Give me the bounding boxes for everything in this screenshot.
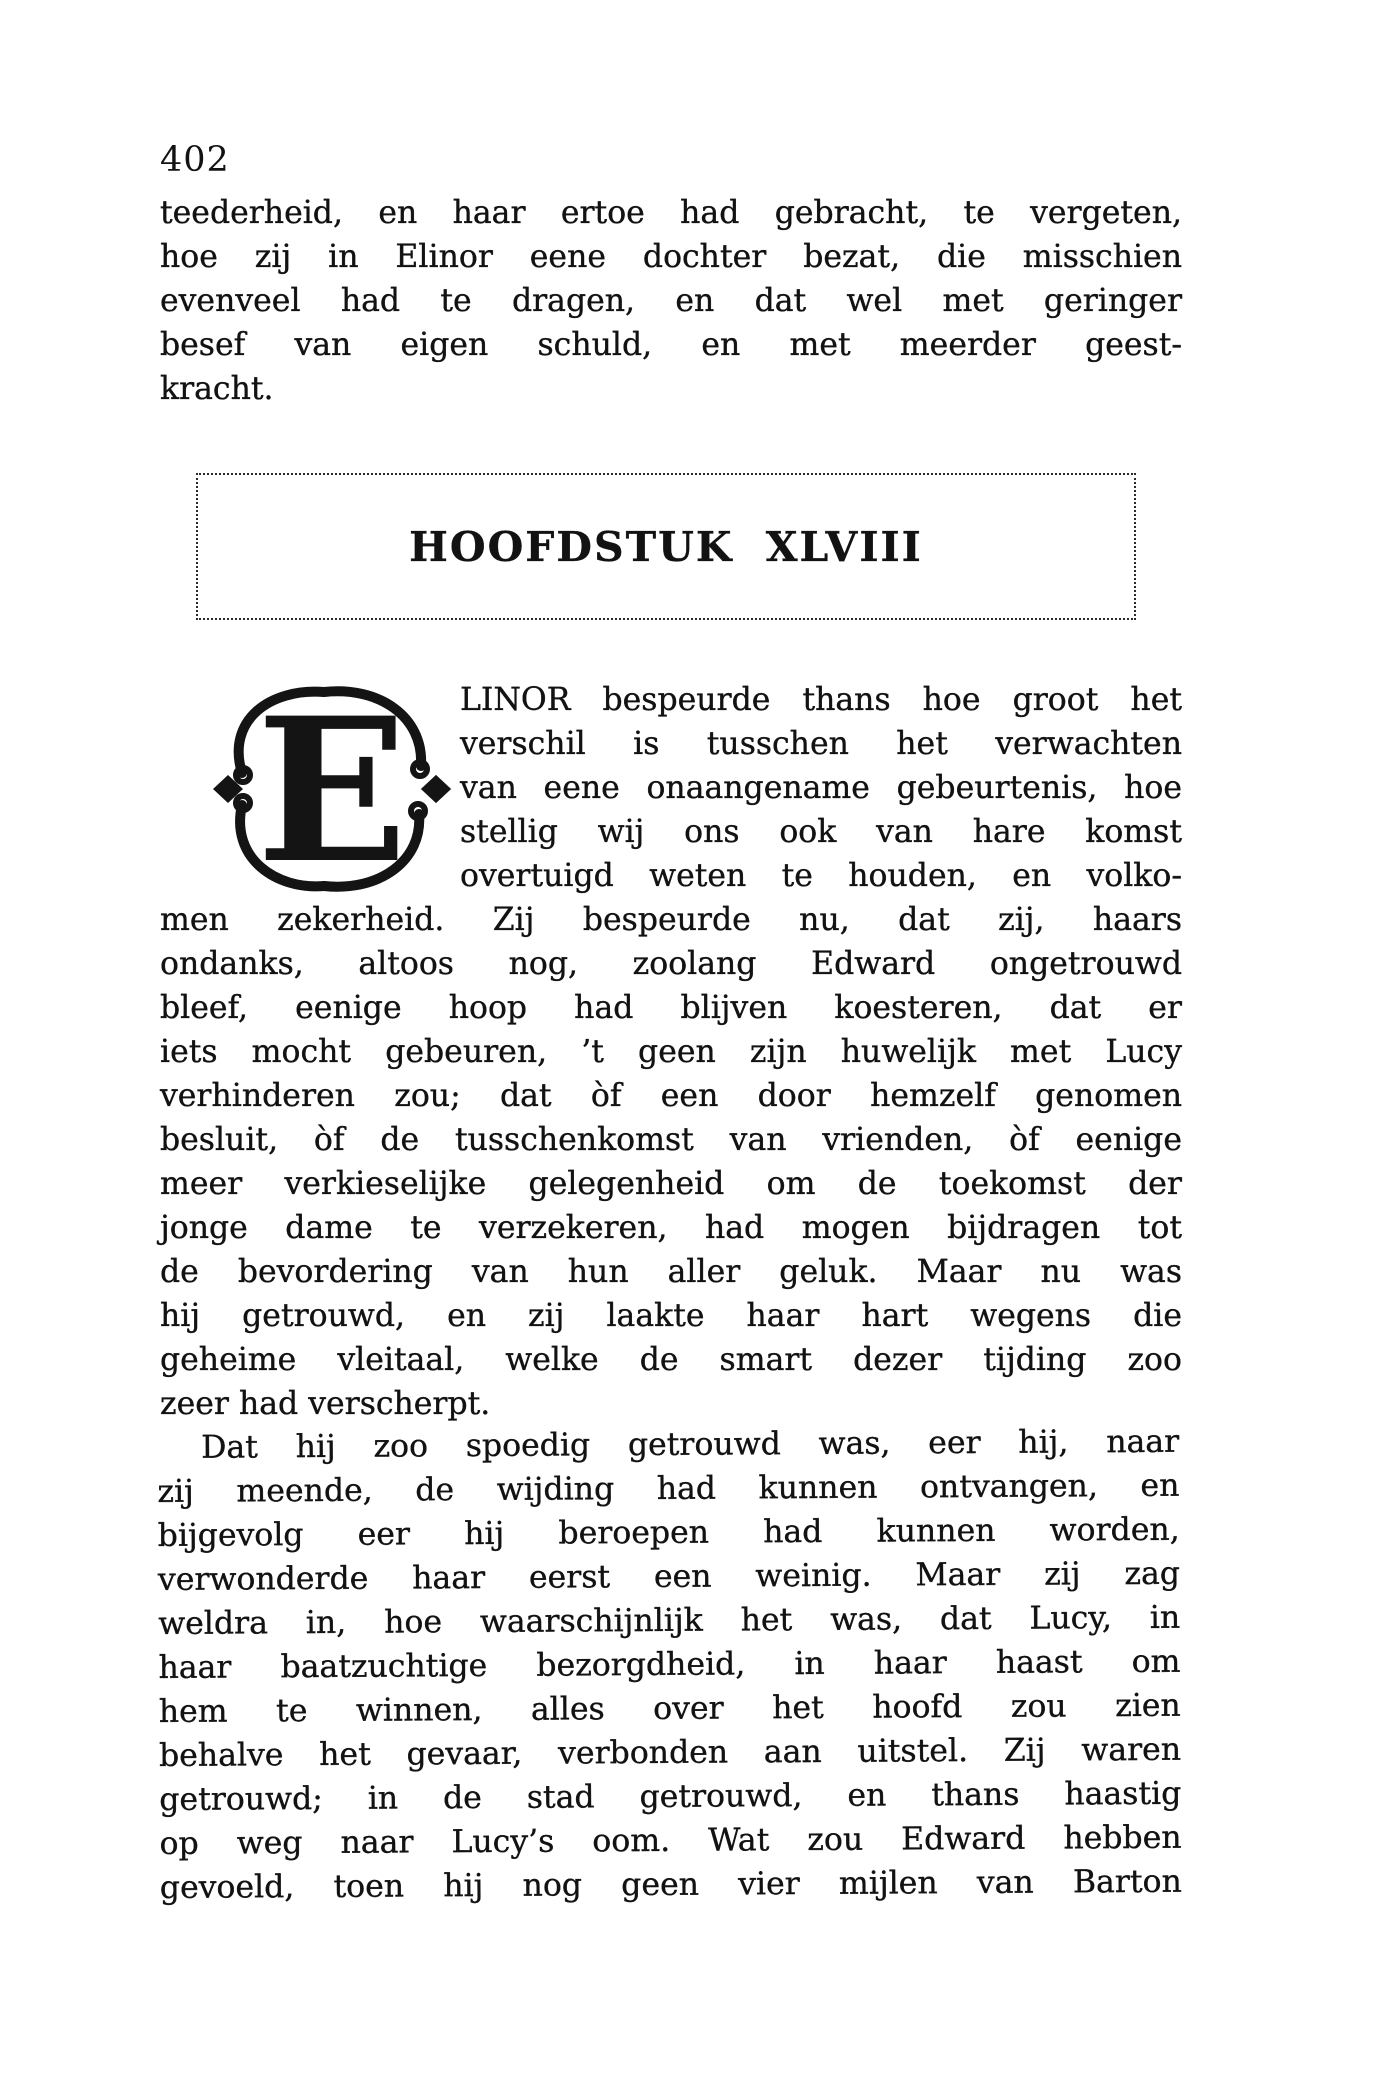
text-line: iets mocht gebeuren, ’t geen zijn huwelijk met Lucy: [160, 1034, 1182, 1070]
text-line: op weg naar Lucy’s oom. Wat zou Edward hebben: [159, 1819, 1182, 1863]
text-line: verschil is tusschen het verwachten: [460, 726, 1182, 762]
dropcap-initial: [160, 678, 460, 898]
intro-paragraph: [160, 191, 1182, 411]
text-line: weldra in, hoe waarschijnlijk het was, dat Lucy, in: [158, 1599, 1181, 1643]
text-line: men zekerheid. Zij bespeurde nu, dat zij, haars: [160, 902, 1182, 938]
text-line: Dat hij zoo spoedig getrouwd was, eer hij, naar: [201, 1423, 1180, 1466]
text-line: ondanks, altoos nog, zoolang Edward ongetrouwd: [160, 946, 1182, 982]
text-line: kracht.: [160, 371, 274, 407]
text-line: haar baatzuchtige bezorgdheid, in haar haast om: [158, 1643, 1181, 1687]
text-column: [157, 138, 1182, 1910]
text-line: hij getrouwd, en zij laakte haar hart wegens die: [160, 1298, 1182, 1334]
text-line: getrouwd; in de stad getrouwd, en thans haastig: [159, 1775, 1182, 1819]
text-line: hoe zij in Elinor eene dochter bezat, die misschien: [160, 239, 1182, 275]
text-line: zeer had verscherpt.: [160, 1386, 491, 1422]
text-line: geheime vleitaal, welke de smart dezer tijding zoo: [160, 1342, 1182, 1378]
text-line: evenveel had te dragen, en dat wel met geringer: [160, 283, 1182, 319]
svg-text:E: E: [256, 680, 408, 898]
text-line: jonge dame te verzekeren, had mogen bijdragen tot: [160, 1210, 1182, 1246]
text-line: bleef, eenige hoop had blijven koesteren, dat er: [160, 990, 1182, 1026]
text-line: gevoeld, toen hij nog geen vier mijlen van Barton: [159, 1863, 1182, 1907]
text-line: bijgevolg eer hij beroepen had kunnen worden,: [157, 1511, 1180, 1555]
ornamental-initial-icon: [212, 680, 452, 898]
text-line: hem te winnen, alles over het hoofd zou zien: [158, 1687, 1181, 1731]
text-line: LINOR bespeurde thans hoe groot het: [460, 682, 1182, 718]
chapter-opening-paragraph: [160, 678, 1182, 1426]
text-line: van eene onaangename gebeurtenis, hoe: [460, 770, 1182, 806]
text-line: zij meende, de wijding had kunnen ontvangen, en: [157, 1467, 1180, 1511]
text-line: teederheid, en haar ertoe had gebracht, te vergeten,: [160, 195, 1182, 231]
second-paragraph: [157, 1420, 1182, 1910]
text-line: meer verkieselijke gelegenheid om de toekomst der: [160, 1166, 1182, 1202]
text-line: besluit, òf de tusschenkomst van vrienden, òf eenige: [160, 1122, 1182, 1158]
text-line: besef van eigen schuld, en met meerder geest-: [160, 327, 1182, 363]
text-line: verwonderde haar eerst een weinig. Maar zij zag: [157, 1555, 1181, 1599]
text-line: verhinderen zou; dat òf een door hemzelf genomen: [160, 1078, 1182, 1114]
text-line: stellig wij ons ook van hare komst: [460, 814, 1182, 850]
chapter-heading-box: [196, 473, 1136, 620]
text-line: behalve het gevaar, verbonden aan uitstel. Zij waren: [158, 1731, 1182, 1775]
page-number: 402: [160, 140, 230, 180]
chapter-heading: HOOFDSTUK XLVIII: [409, 522, 923, 571]
text-line: de bevordering van hun aller geluk. Maar nu was: [160, 1254, 1182, 1290]
text-line: overtuigd weten te houden, en volko-: [460, 858, 1182, 894]
